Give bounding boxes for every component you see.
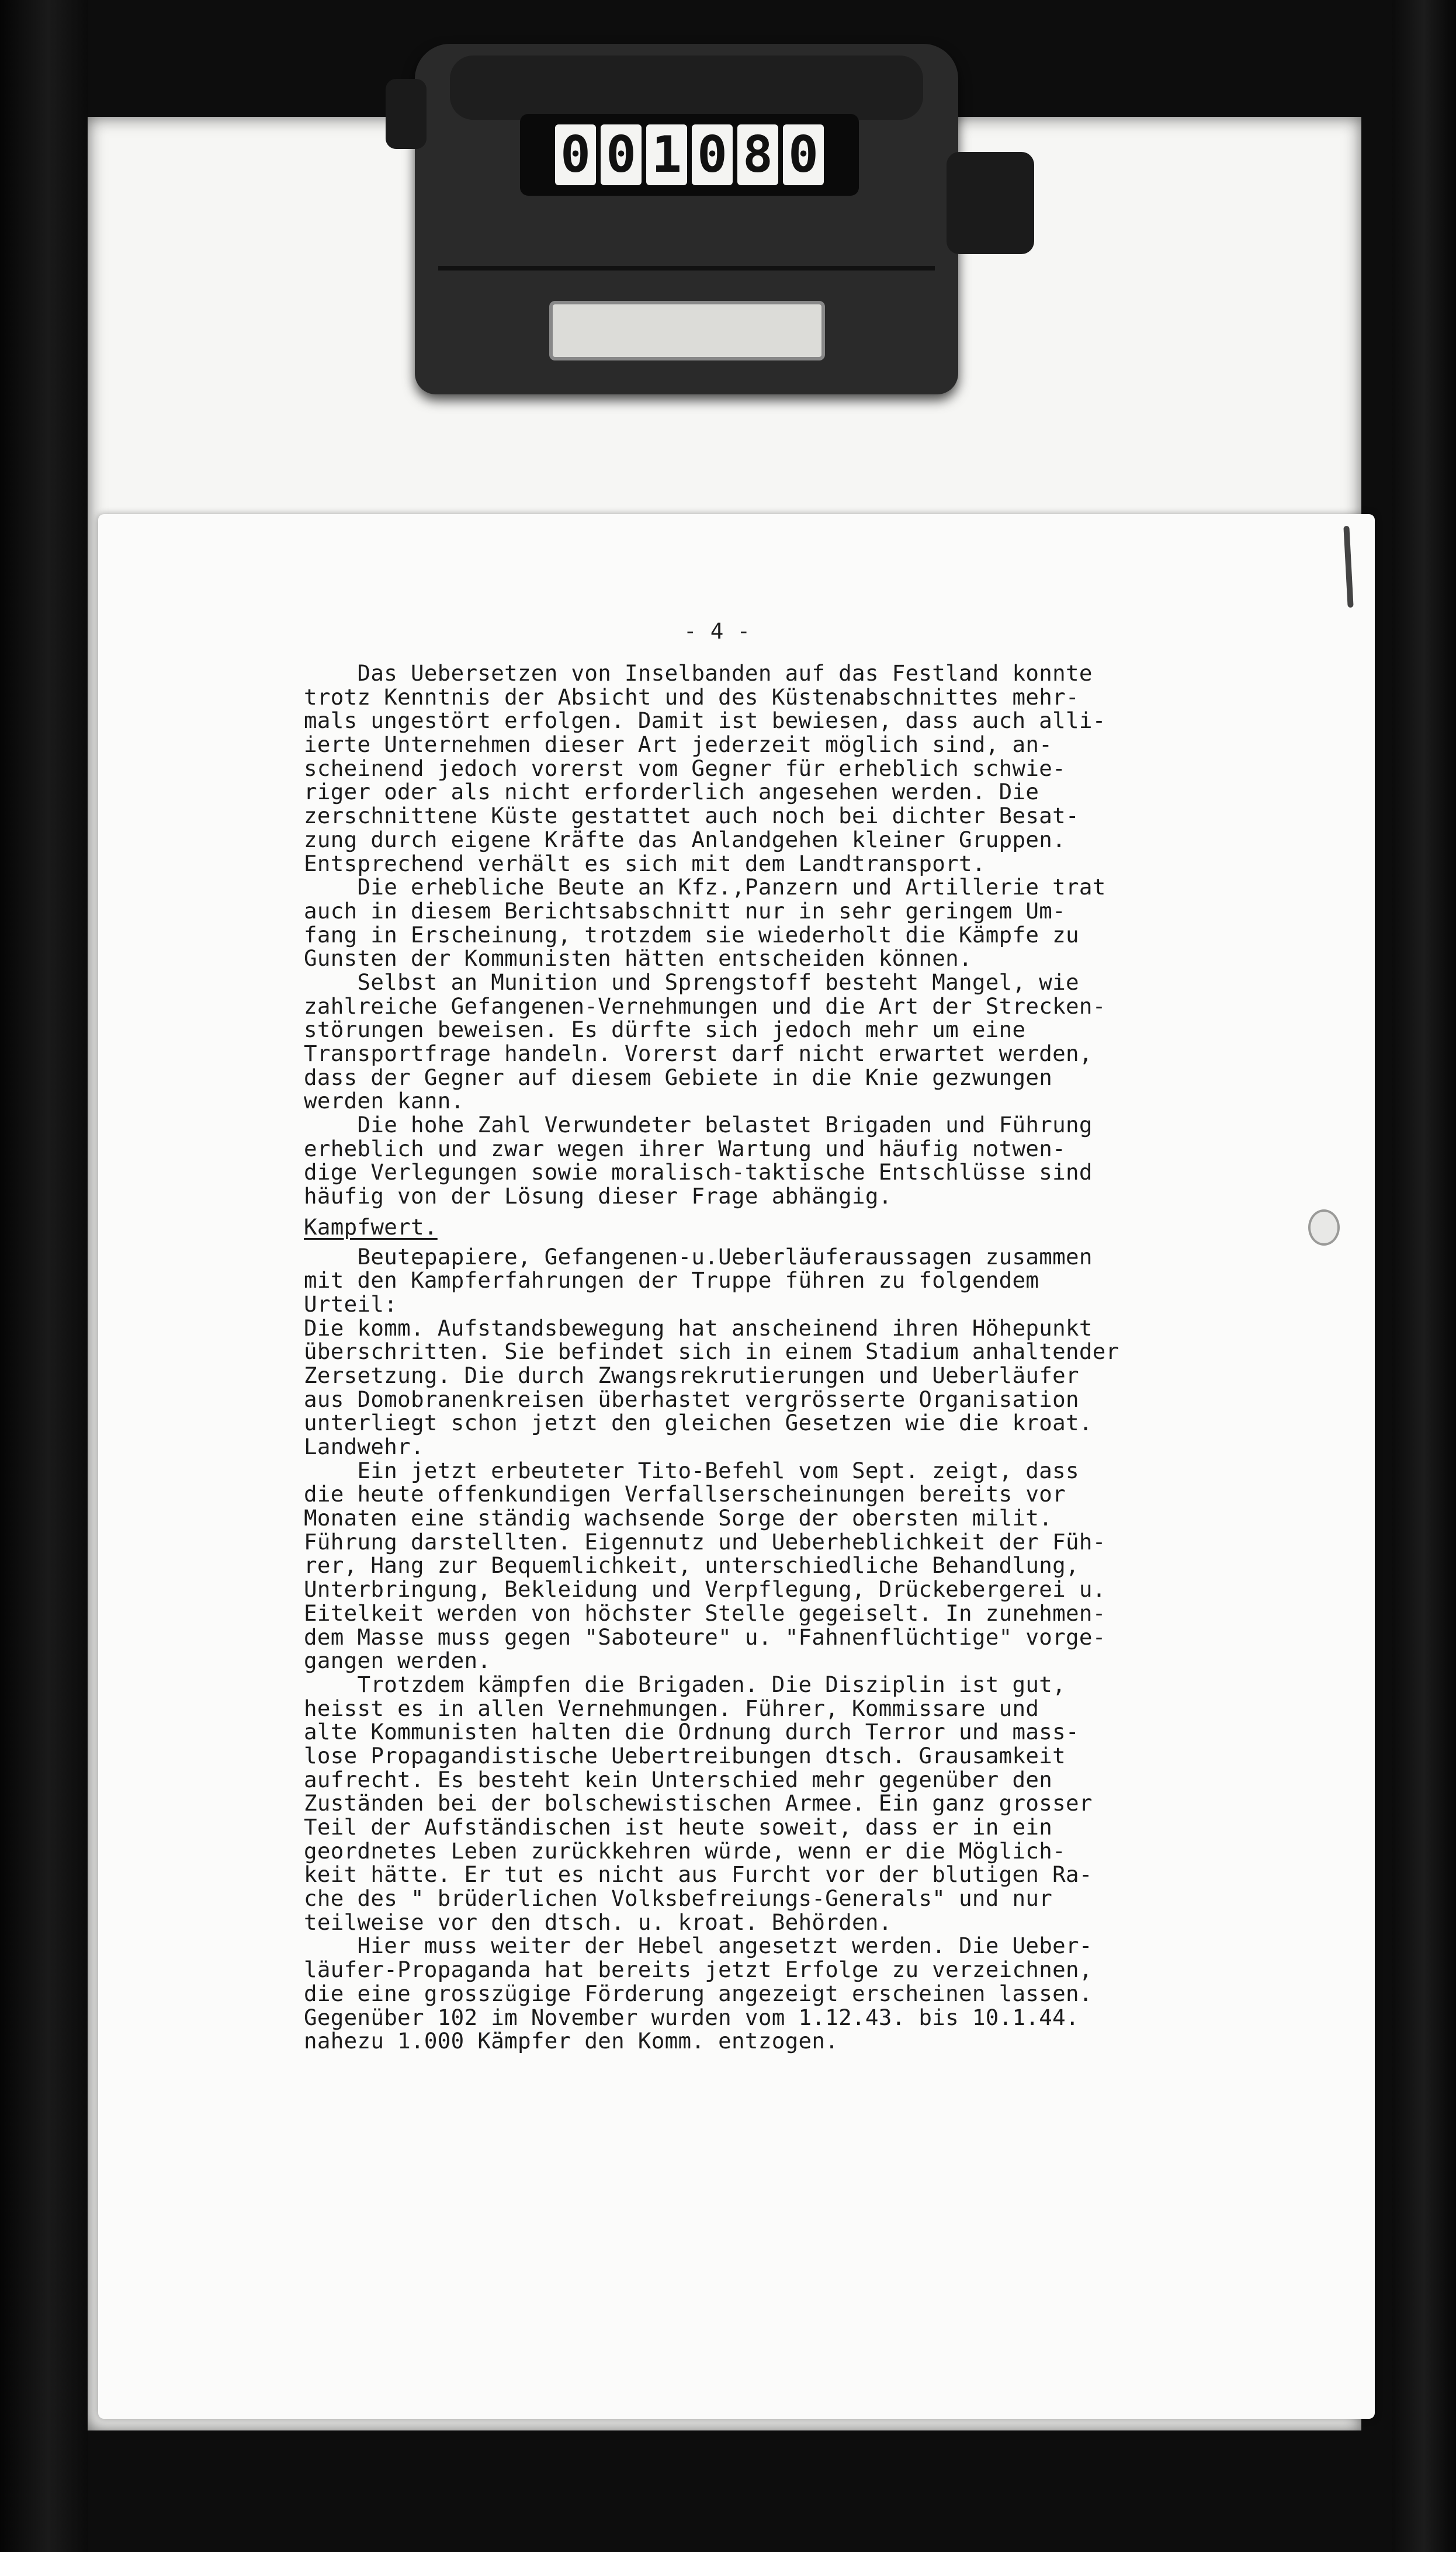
text-line: keit hätte. Er tut es nicht aus Furcht vor der blutigen Ra- (304, 1861, 1093, 1888)
frame-counter (415, 44, 958, 394)
text-line: nahezu 1.000 Kämpfer den Komm. entzogen. (304, 2028, 839, 2054)
text-line: dem Masse muss gegen "Saboteure" u. "Fahnenflüchtige" vorge- (304, 1624, 1106, 1650)
counter-digit: 0 (601, 124, 642, 185)
text-line: aufrecht. Es besteht kein Unterschied mehr gegenüber den (304, 1766, 1053, 1792)
counter-digit: 8 (737, 124, 778, 185)
text-line: Das Uebersetzen von Inselbanden auf das Festland konnte (304, 660, 1093, 686)
text-line: Trotzdem kämpfen die Brigaden. Die Disziplin ist gut, (304, 1671, 1066, 1697)
text-line: lose Propagandistische Uebertreibungen dtsch. Grausamkeit (304, 1742, 1066, 1769)
text-line: Zersetzung. Die durch Zwangsrekrutierungen und Ueberläufer (304, 1362, 1079, 1388)
text-line: scheinend jedoch vorerst vom Gegner für erheblich schwie- (304, 755, 1066, 781)
typed-text-block (304, 619, 1297, 2053)
margin-mark (1343, 526, 1353, 608)
text-line: erheblich und zwar wegen ihrer Wartung und häufig notwen- (304, 1135, 1066, 1161)
text-line: rer, Hang zur Bequemlichkeit, unterschiedliche Behandlung, (304, 1552, 1079, 1579)
paragraphs-part-1 (304, 661, 1297, 1208)
counter-knob (947, 152, 1034, 254)
text-line: Führung darstellten. Eigennutz und Ueberheblichkeit der Füh- (304, 1528, 1106, 1555)
text-line: riger oder als nicht erforderlich angesehen werden. Die (304, 779, 1039, 805)
text-line: alte Kommunisten halten die Ordnung durch Terror und mass- (304, 1719, 1079, 1745)
film-edge-right (1392, 0, 1456, 2552)
text-line: unterliegt schon jetzt den gleichen Gesetzen wie die kroat. (304, 1410, 1093, 1436)
text-line: häufig von der Lösung dieser Frage abhängig. (304, 1183, 892, 1209)
section-heading-line (304, 1215, 1297, 1239)
text-line: teilweise vor den dtsch. u. kroat. Behörden. (304, 1909, 892, 1935)
text-line: die heute offenkundigen Verfallserscheinungen bereits vor (304, 1481, 1066, 1507)
text-line: fang in Erscheinung, trotzdem sie wiederholt die Kämpfe zu (304, 921, 1079, 948)
text-line: Entsprechend verhält es sich mit dem Landtransport. (304, 850, 986, 876)
counter-digit: 0 (555, 124, 596, 185)
text-line: Teil der Aufständischen ist heute soweit, dass er in ein (304, 1814, 1053, 1840)
counter-left-tab (386, 79, 427, 149)
text-line: Die erhebliche Beute an Kfz.,Panzern und Artillerie trat (304, 874, 1106, 900)
text-line: zahlreiche Gefangenen-Vernehmungen und die Art der Strecken- (304, 993, 1106, 1019)
counter-seam (438, 266, 935, 271)
text-line: Eitelkeit werden von höchster Stelle gegeiselt. In zunehmen- (304, 1600, 1106, 1626)
text-line: dass der Gegner auf diesem Gebiete in die Knie gezwungen (304, 1064, 1053, 1090)
text-line: Hier muss weiter der Hebel angesetzt werden. Die Ueber- (304, 1933, 1093, 1959)
text-line: Zuständen bei der bolschewistischen Armee. Ein ganz grosser (304, 1790, 1093, 1816)
text-line: Landwehr. (304, 1434, 424, 1459)
counter-top (450, 56, 923, 120)
counter-digit: 0 (692, 124, 733, 185)
counter-digit: 1 (646, 124, 687, 185)
text-line: ierte Unternehmen dieser Art jederzeit möglich sind, an- (304, 731, 1053, 758)
text-line: dige Verlegungen sowie moralisch-taktische Entschlüsse sind (304, 1159, 1093, 1185)
text-line: Transportfrage handeln. Vorerst darf nicht erwartet werden, (304, 1041, 1093, 1066)
text-line: trotz Kenntnis der Absicht und des Küstenabschnittes mehr- (304, 684, 1079, 710)
text-line: auch in diesem Berichtsabschnitt nur in sehr geringem Um- (304, 897, 1066, 924)
counter-window (520, 114, 859, 196)
text-line: überschritten. Sie befindet sich in einem Stadium anhaltender (304, 1339, 1119, 1365)
text-line: geordnetes Leben zurückkehren würde, wenn er die Möglich- (304, 1837, 1066, 1864)
film-edge-left (0, 0, 88, 2552)
text-line: aus Domobranenkreisen überhastet vergrösserte Organisation (304, 1386, 1079, 1412)
text-line: mit den Kampferfahrungen der Truppe führen zu folgendem (304, 1267, 1039, 1294)
text-line: läufer-Propaganda hat bereits jetzt Erfolge zu verzeichnen, (304, 1957, 1093, 1983)
text-line: Ein jetzt erbeuteter Tito-Befehl vom Sept. zeigt, dass (304, 1457, 1079, 1483)
text-line: Die komm. Aufstandsbewegung hat anscheinend ihren Höhepunkt (304, 1315, 1093, 1341)
section-heading: Kampfwert. (304, 1213, 438, 1240)
punch-hole (1308, 1209, 1340, 1246)
text-line: Monaten eine ständig wachsende Sorge der obersten milit. (304, 1505, 1053, 1531)
text-line: störungen beweisen. Es dürfte sich jedoch mehr um eine (304, 1017, 1026, 1043)
text-line: Unterbringung, Bekleidung und Verpflegung, Drückebergerei u. (304, 1576, 1106, 1603)
counter-label-plate (549, 301, 825, 360)
text-line: die eine grosszügige Förderung angezeigt erscheinen lassen. (304, 1980, 1093, 2006)
text-line: zung durch eigene Kräfte das Anlandgehen kleiner Gruppen. (304, 826, 1066, 852)
text-line: zerschnittene Küste gestattet auch noch bei dichter Besat- (304, 803, 1079, 829)
text-line: Urteil: (304, 1291, 398, 1317)
paragraphs-part-2 (304, 1245, 1297, 2053)
text-line: mals ungestört erfolgen. Damit ist bewiesen, dass auch alli- (304, 708, 1106, 734)
text-line: Gegenüber 102 im November wurden vom 1.12.43. bis 10.1.44. (304, 2004, 1079, 2030)
text-line: Die hohe Zahl Verwundeter belastet Brigaden und Führung (304, 1112, 1093, 1138)
text-line: che des " brüderlichen Volksbefreiungs-Generals" und nur (304, 1885, 1053, 1912)
text-line: heisst es in allen Vernehmungen. Führer, Kommissare und (304, 1695, 1039, 1721)
text-line: Gunsten der Kommunisten hätten entscheiden können. (304, 945, 972, 972)
page-number: - 4 - (684, 618, 751, 644)
text-line: Beutepapiere, Gefangenen-u.Ueberläuferaussagen zusammen (304, 1243, 1093, 1270)
text-line: gangen werden. (304, 1648, 491, 1674)
counter-digit: 0 (783, 124, 824, 185)
text-line: Selbst an Munition und Sprengstoff besteht Mangel, wie (304, 969, 1079, 995)
text-line: werden kann. (304, 1088, 464, 1114)
